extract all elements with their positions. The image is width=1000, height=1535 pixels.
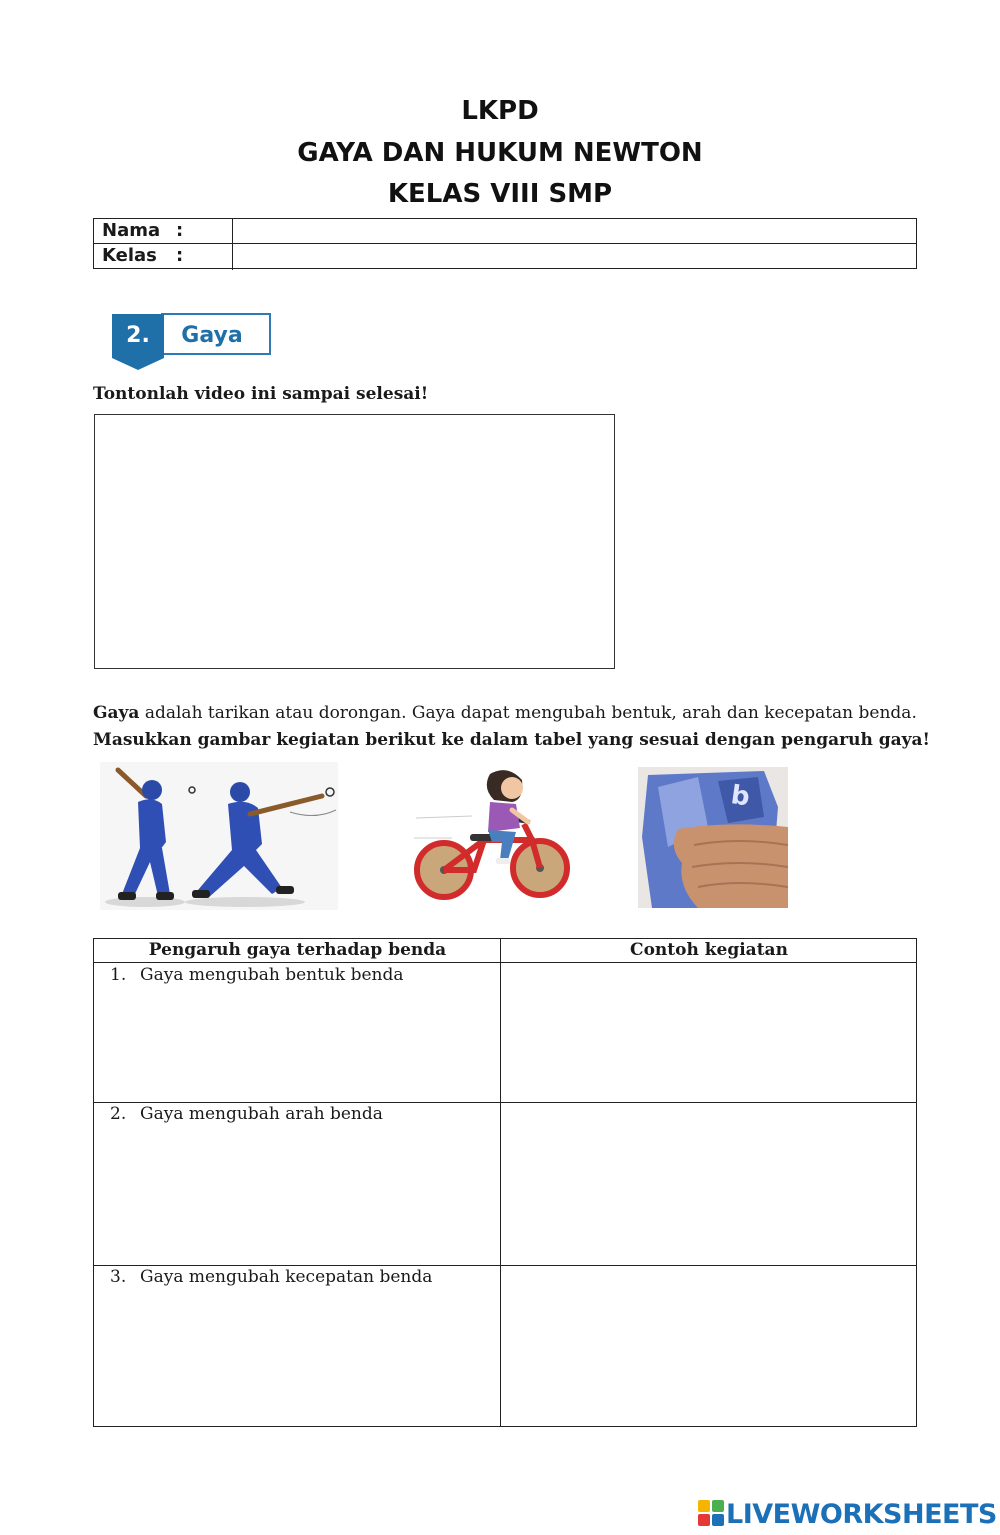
name-field[interactable] xyxy=(234,219,916,242)
class-label: Kelas xyxy=(102,245,157,266)
identity-divider xyxy=(232,219,233,270)
row-label-direction: 2. Gaya mengubah arah benda xyxy=(110,1104,383,1124)
drop-zone-shape[interactable] xyxy=(502,964,915,1101)
liveworksheets-logo-icon xyxy=(698,1500,724,1526)
drop-zone-direction[interactable] xyxy=(502,1104,915,1264)
video-instruction: Tontonlah video ini sampai selesai! xyxy=(93,384,429,404)
section-badge xyxy=(110,312,275,372)
class-row xyxy=(94,244,916,269)
worksheet-title: LKPD xyxy=(461,96,539,126)
name-row xyxy=(94,219,916,244)
girl-cycling-icon xyxy=(412,758,582,906)
svg-text:b: b xyxy=(729,780,752,813)
drop-zone-speed[interactable] xyxy=(502,1267,915,1425)
worksheet-subtitle: GAYA DAN HUKUM NEWTON xyxy=(297,138,703,168)
baseball-batter-icon xyxy=(100,762,338,910)
baseball-batter-picture[interactable] xyxy=(100,762,338,910)
class-colon: : xyxy=(176,245,184,266)
row-label-shape: 1. Gaya mengubah bentuk benda xyxy=(110,965,404,985)
name-colon: : xyxy=(176,220,184,241)
section-number: 2. xyxy=(126,323,150,348)
crushed-can-icon xyxy=(638,767,788,908)
brand-name: LIVEWORKSHEETS xyxy=(726,1499,997,1530)
liveworksheets-logo[interactable] xyxy=(698,1499,997,1531)
force-effects-table xyxy=(93,938,917,1427)
crushed-can-picture[interactable] xyxy=(638,767,788,908)
girl-cycling-picture[interactable] xyxy=(412,758,582,906)
worksheet-class-level: KELAS VIII SMP xyxy=(387,179,613,209)
definition-term: Gaya xyxy=(93,703,140,723)
definition-text: adalah tarikan atau dorongan. Gaya dapat mengubah bentuk, arah dan kecepatan benda. xyxy=(139,703,917,723)
column-header-effect: Pengaruh gaya terhadap benda xyxy=(148,940,447,960)
class-field[interactable] xyxy=(234,244,916,267)
name-label: Nama xyxy=(102,220,161,241)
section-title: Gaya xyxy=(181,323,243,348)
identity-table xyxy=(93,218,917,269)
drag-instruction: Masukkan gambar kegiatan berikut ke dalam tabel yang sesuai dengan pengaruh gaya! xyxy=(93,730,930,750)
column-header-example: Contoh kegiatan xyxy=(630,940,788,960)
row-label-speed: 3. Gaya mengubah kecepatan benda xyxy=(110,1267,433,1287)
video-player[interactable] xyxy=(94,414,615,669)
definition-paragraph xyxy=(93,703,917,723)
